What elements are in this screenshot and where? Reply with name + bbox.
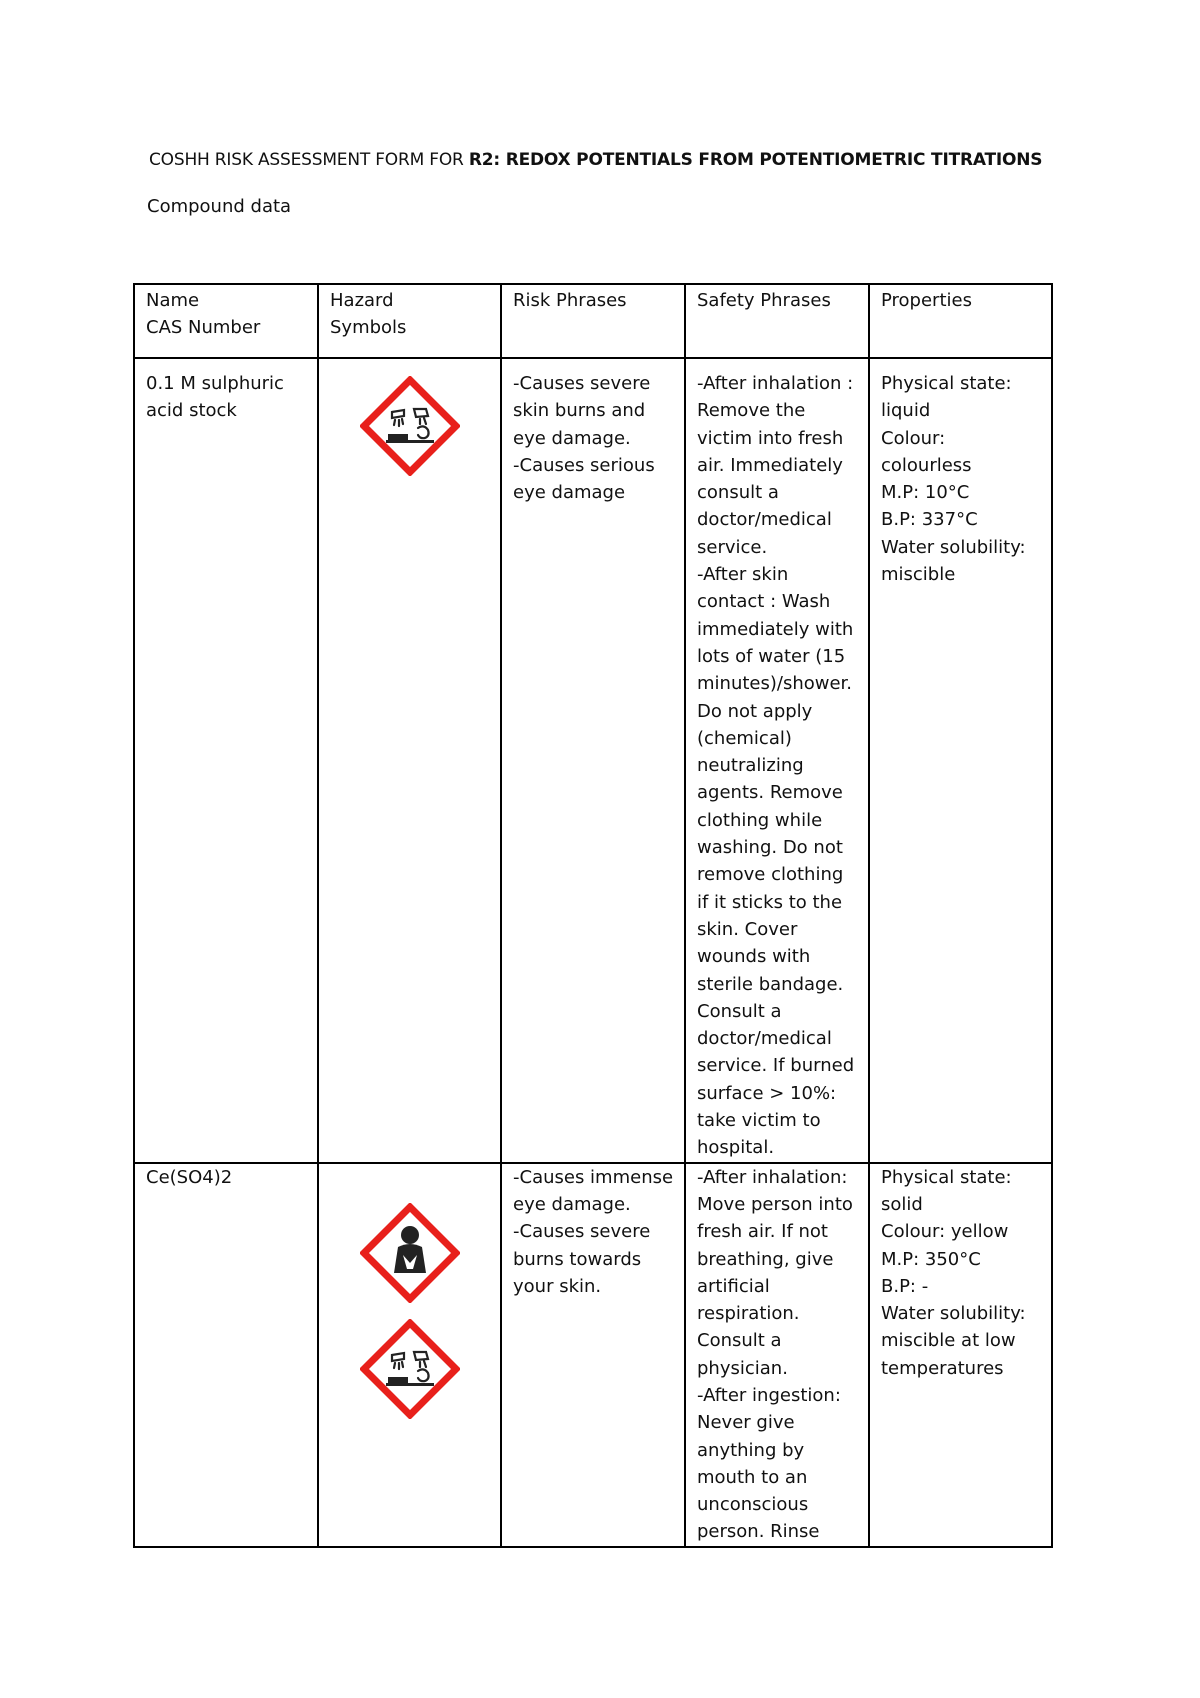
text-line: respiration.	[697, 1303, 800, 1325]
cell-properties	[869, 358, 1052, 1163]
text-line: Colour:	[881, 427, 946, 449]
cell-risk-phrases	[501, 1163, 685, 1547]
text-line: M.P: 350°C	[881, 1248, 981, 1270]
text-line: skin burns and	[513, 400, 646, 422]
text-line: 0.1 M sulphuric	[146, 373, 284, 394]
text-line: victim into fresh	[697, 427, 844, 449]
text-line: physician.	[697, 1357, 788, 1379]
table-row	[134, 1163, 1052, 1547]
text-line: service.	[697, 536, 768, 558]
text-line: Colour: yellow	[881, 1221, 1009, 1243]
text-line: doctor/medical	[697, 509, 832, 531]
text-line: Consult a	[697, 1330, 782, 1352]
text-line: agents. Remove	[697, 782, 843, 804]
text-line: your skin.	[513, 1275, 602, 1297]
text-line: lots of water (15	[697, 645, 846, 667]
text-line: clothing while	[697, 809, 823, 831]
corrosive-icon	[360, 376, 460, 476]
text-line: -Causes severe	[513, 373, 651, 394]
text-line: burns towards	[513, 1248, 642, 1270]
text-line: -Causes severe	[513, 1221, 651, 1243]
text-line: Water solubility:	[881, 1303, 1026, 1325]
text-line: unconscious	[697, 1494, 809, 1516]
text-line: Water solubility:	[881, 536, 1026, 558]
header-risk: Risk Phrases	[501, 284, 685, 358]
text-line: skin. Cover	[697, 918, 798, 940]
text-line: B.P: 337°C	[881, 509, 978, 531]
text-line: Physical state:	[881, 373, 1012, 394]
text-line: Remove the	[697, 400, 806, 422]
text-line: colourless	[881, 454, 972, 476]
cell-name	[134, 358, 318, 1163]
header-row	[134, 284, 1052, 358]
health-hazard-icon	[360, 1203, 460, 1303]
text-line: minutes)/shower.	[697, 673, 853, 695]
text-line: sterile bandage.	[697, 973, 844, 995]
header-name: Name CAS Number	[134, 284, 318, 358]
text-line: -After inhalation:	[697, 1166, 848, 1188]
text-line: person. Rinse	[697, 1521, 820, 1543]
text-line: Move person into	[697, 1193, 853, 1215]
text-line: anything by	[697, 1439, 805, 1461]
section-heading: Compound data	[147, 196, 292, 217]
text-line: -After skin	[697, 564, 789, 586]
corrosive-icon	[360, 1319, 460, 1419]
text-line: Consult a	[697, 1000, 782, 1022]
text-line: miscible	[881, 564, 956, 586]
text-line: Physical state:	[881, 1166, 1012, 1188]
text-line: mouth to an	[697, 1466, 808, 1488]
text-line: surface > 10%:	[697, 1082, 837, 1104]
text-line: solid	[881, 1193, 923, 1215]
text-line: hospital.	[697, 1137, 775, 1159]
text-line: remove clothing	[697, 864, 844, 886]
text-line: eye damage.	[513, 427, 631, 449]
text-line: Never give	[697, 1412, 795, 1434]
text-line: breathing, give	[697, 1248, 834, 1270]
text-line: consult a	[697, 482, 779, 504]
cell-name	[134, 1163, 318, 1547]
text-line: if it sticks to the	[697, 891, 843, 913]
cell-safety-phrases	[685, 358, 869, 1163]
text-line: eye damage.	[513, 1193, 631, 1215]
cell-safety-phrases	[685, 1163, 869, 1547]
text-line: Ce(SO4)2	[146, 1166, 233, 1188]
text-line: -Causes immense	[513, 1166, 674, 1188]
text-line: M.P: 10°C	[881, 482, 970, 504]
text-line: immediately with	[697, 618, 854, 640]
form-title-prefix: COSHH RISK ASSESSMENT FORM FOR	[149, 150, 469, 170]
text-line: Do not apply	[697, 700, 813, 722]
header-hazard: Hazard Symbols	[318, 284, 501, 358]
cell-hazard-symbols	[318, 358, 501, 1163]
text-line: fresh air. If not	[697, 1221, 828, 1243]
text-line: temperatures	[881, 1357, 1004, 1379]
text-line: doctor/medical	[697, 1028, 832, 1050]
text-line: -After inhalation :	[697, 373, 854, 394]
text-line: artificial	[697, 1275, 770, 1297]
text-line: miscible at low	[881, 1330, 1016, 1352]
cell-properties	[869, 1163, 1052, 1547]
text-line: -Causes serious	[513, 454, 655, 476]
header-safety: Safety Phrases	[685, 284, 869, 358]
form-title-experiment: R2: REDOX POTENTIALS FROM POTENTIOMETRIC TITRATIONS	[468, 150, 1043, 170]
compound-data-table	[133, 283, 1053, 1548]
text-line: eye damage	[513, 482, 626, 504]
text-line: liquid	[881, 400, 931, 422]
text-line: wounds with	[697, 946, 811, 968]
form-title	[149, 150, 1042, 170]
header-properties: Properties	[869, 284, 1052, 358]
text-line: neutralizing	[697, 755, 804, 777]
text-line: service. If burned	[697, 1055, 855, 1077]
table-row	[134, 358, 1052, 1163]
text-line: (chemical)	[697, 727, 792, 749]
text-line: take victim to	[697, 1110, 821, 1132]
text-line: -After ingestion:	[697, 1384, 841, 1406]
text-line: air. Immediately	[697, 454, 843, 476]
text-line: B.P: -	[881, 1275, 929, 1297]
cell-risk-phrases	[501, 358, 685, 1163]
text-line: contact : Wash	[697, 591, 831, 613]
text-line: washing. Do not	[697, 837, 843, 859]
text-line: acid stock	[146, 400, 237, 422]
cell-hazard-symbols	[318, 1163, 501, 1547]
